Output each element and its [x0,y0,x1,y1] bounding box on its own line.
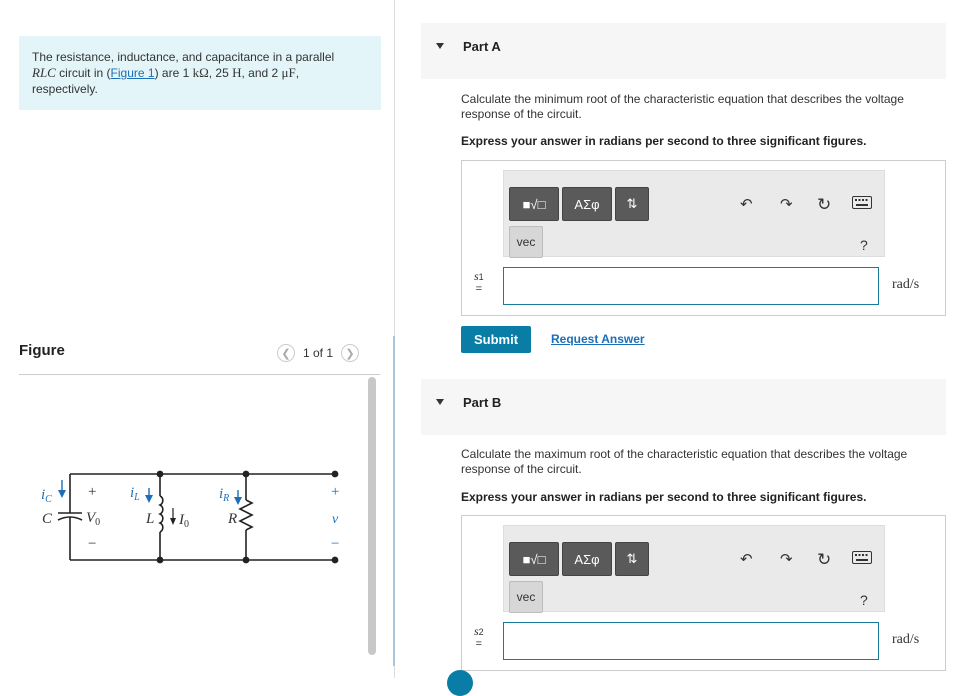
ir-label: i [219,486,224,502]
v-plus: + [331,484,340,500]
var-subscript: 2 [478,627,484,637]
svg-text:iR [219,486,229,504]
ic-sub: C [45,494,52,505]
part-b-title: Part B [463,395,502,410]
undo-icon[interactable]: ↶ [740,551,753,568]
problem-statement [19,36,381,110]
part-a-math-toolbar [503,170,885,257]
part-b-answer-box [461,515,946,671]
subscript-button[interactable] [615,542,649,576]
v0-minus: − [88,536,97,552]
problem-text: circuit in ( [55,66,111,80]
part-a-instruction: Express your answer in radians per second to three significant figures. [461,134,867,148]
redo-icon[interactable]: ↷ [780,551,793,568]
figure-divider [19,374,380,375]
var-subscript: 1 [478,272,484,282]
greek-button[interactable] [562,187,612,221]
part-a-title: Part A [463,39,501,54]
greek-button[interactable] [562,542,612,576]
figure-scrollbar[interactable] [368,377,376,655]
undo-icon[interactable]: ↶ [740,196,753,213]
collapse-triangle-icon [436,399,444,405]
feedback-icon[interactable] [447,670,473,696]
rlc-symbol: RLC [32,65,56,80]
problem-text: The resistance, inductance, and capacitance in a parallel [32,50,335,64]
part-b-question: Calculate the maximum root of the characteristic equation that describes the voltage response of the circuit. [461,447,908,476]
v0-sub: 0 [95,517,101,528]
inductor-label: L [146,511,155,527]
part-a-unit: rad/s [892,277,920,292]
il-label: i [130,485,135,501]
greek-icon: ΑΣφ [574,196,600,212]
arrows-updown-icon: ⇅ [626,196,638,211]
svg-text:iL [130,485,140,503]
problem-text: , 25 [208,66,233,80]
i0-label: I [179,512,184,528]
figure-page-count: 1 of 1 [303,346,334,360]
figure-link[interactable]: Figure 1 [110,66,155,80]
collapse-triangle-icon [436,43,444,49]
capacitor-label: C [42,511,53,527]
redo-icon[interactable]: ↷ [780,196,793,213]
prev-figure-button[interactable] [277,344,295,362]
part-b-math-toolbar [503,525,885,612]
figure-pager [277,344,359,362]
reset-icon[interactable]: ↻ [817,195,832,214]
inductance-unit: H [232,65,242,80]
request-answer-link[interactable]: Request Answer [551,332,645,346]
templates-icon: ■√□ [522,196,546,212]
v0-plus: + [88,484,97,500]
reset-icon[interactable]: ↻ [817,550,832,569]
var-symbol: s [474,269,479,283]
problem-text: , [295,66,300,80]
capacitance-unit: μF [281,65,296,80]
problem-text: respectively. [32,82,98,96]
svg-text:V0 [86,510,100,528]
submit-button[interactable]: Submit [461,326,531,353]
help-button[interactable]: ? [860,237,868,253]
vec-button[interactable]: vec [509,226,543,258]
circuit-diagram [0,380,380,670]
figure-title: Figure [19,342,65,359]
chevron-right-icon: ❯ [345,347,355,360]
equals-sign: = [475,638,483,650]
v0-label: V [86,510,96,526]
il-sub: L [134,492,140,503]
templates-button[interactable] [509,187,559,221]
var-symbol: s [474,624,479,638]
part-b-header[interactable] [421,379,946,435]
subscript-button[interactable] [615,187,649,221]
problem-text: , and 2 [241,66,282,80]
part-b-unit: rad/s [892,632,920,647]
resistor-label: R [228,511,238,527]
keyboard-icon[interactable] [852,551,872,568]
part-a-header[interactable] [421,23,946,79]
templates-button[interactable] [509,542,559,576]
svg-text:I0 [178,512,189,530]
part-a-answer-box [461,160,946,316]
problem-text: ) are 1 [154,66,193,80]
templates-icon: ■√□ [522,551,546,567]
help-button[interactable]: ? [860,592,868,608]
equals-sign: = [475,283,483,295]
ir-sub: R [223,493,230,504]
part-a-variable-label [474,270,484,295]
ic-label: i [41,487,46,503]
part-b-instruction: Express your answer in radians per second to three significant figures. [461,490,867,504]
arrows-updown-icon: ⇅ [626,551,638,566]
panel-divider-accent [393,336,395,666]
v-minus: − [331,536,340,552]
svg-text:iC [41,487,52,505]
i0-sub: 0 [184,519,189,530]
v-label: v [332,512,339,527]
part-b-answer-input[interactable] [503,622,879,660]
part-a-question: Calculate the minimum root of the characteristic equation that describes the voltage response of the circuit. [461,92,904,121]
next-figure-button[interactable] [341,344,359,362]
chevron-left-icon: ❮ [281,347,291,360]
resistance-unit: kΩ [192,65,209,80]
part-a-answer-input[interactable] [503,267,879,305]
vec-button[interactable]: vec [509,581,543,613]
part-b-variable-label [474,625,484,650]
greek-icon: ΑΣφ [574,551,600,567]
keyboard-icon[interactable] [852,196,872,213]
